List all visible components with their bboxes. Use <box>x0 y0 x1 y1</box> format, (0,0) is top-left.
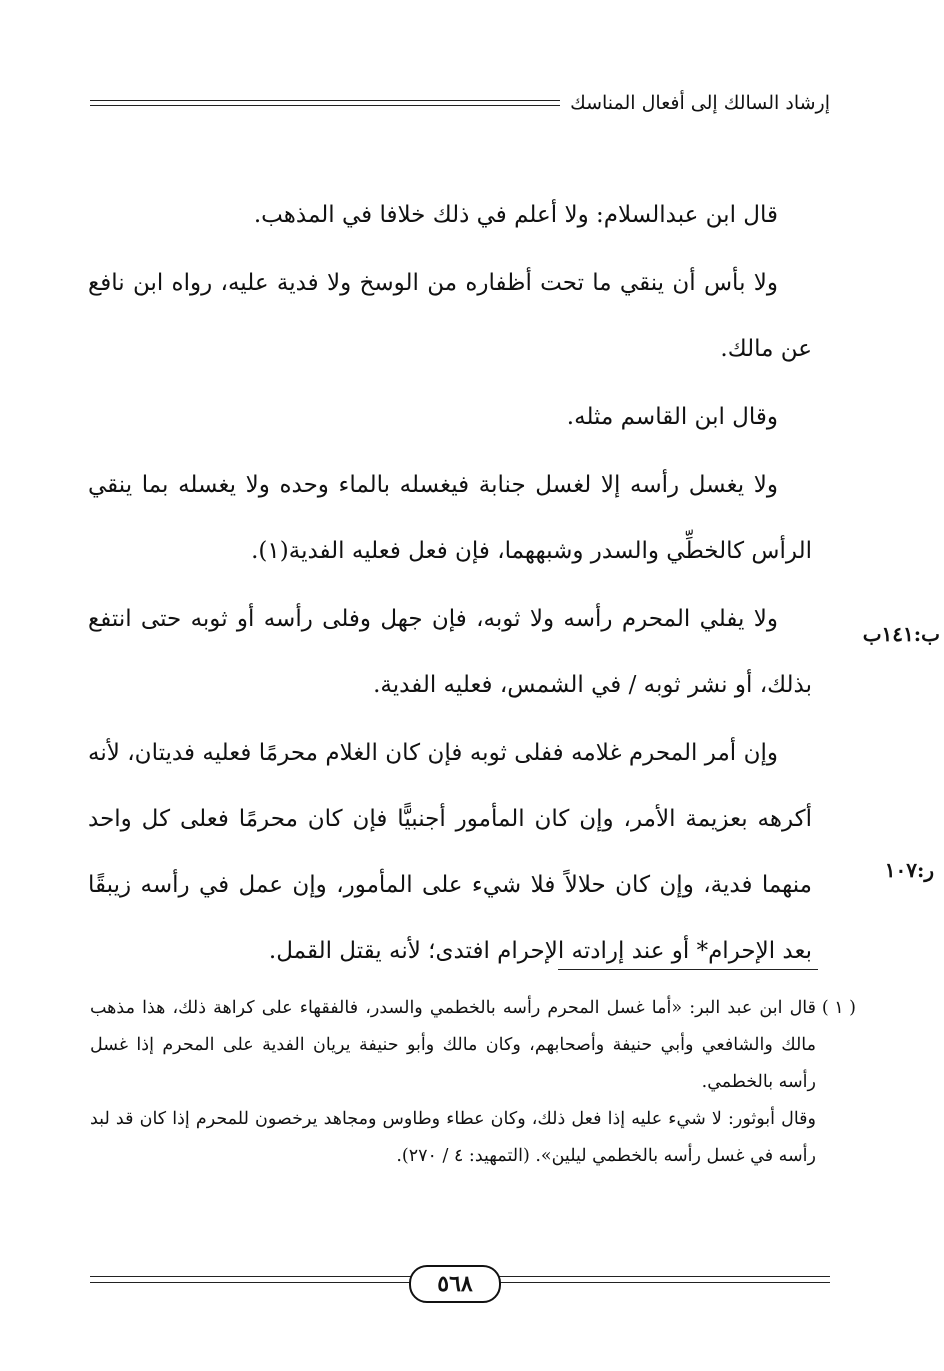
running-head <box>90 92 830 120</box>
footnote-number: ( ١ ) <box>821 998 856 1018</box>
manuscript-folio-note: ر:١٠٧ <box>884 858 934 882</box>
paragraph: ولا يفلي المحرم رأسه ولا ثوبه، فإن جهل وفلى رأسه أو ثوبه حتى انتفع بذلك، أو نشر ثوبه / في الشمس، فعليه الفدية. <box>88 606 812 698</box>
footnote-separator <box>558 969 818 970</box>
paragraph: ولا بأس أن ينقي ما تحت أظفاره من الوسخ ولا فدية عليه، رواه ابن نافع عن مالك. <box>88 270 812 362</box>
paragraph: وقال ابن القاسم مثله. <box>566 404 778 430</box>
running-head-title: إرشاد السالك إلى أفعال المناسك <box>570 92 830 114</box>
footer-rule <box>496 1282 830 1283</box>
footer-rule <box>90 1282 412 1283</box>
page-number: ٥٦٨ <box>409 1265 501 1303</box>
header-rule <box>90 100 560 101</box>
paragraph: وإن أمر المحرم غلامه ففلى ثوبه فإن كان الغلام محرمًا فعليه فديتان، لأنه أكرهه بعزيمة الأمر، وإن كان المأمور أجنبيًّا فإن كان محرمًا فعلى كل واحد منهما فدية، وإن كان حلالاً فلا شيء على المأمور، وإن عمل في رأسه زيبقًا بعد الإحرام* أو عند إرادته الإحرام افتدى؛ لأنه يقتل القمل. <box>88 740 813 964</box>
footer-rule <box>90 1276 412 1277</box>
footnote-paragraph: وقال أبوثور: لا شيء عليه إذا فعل ذلك، وكان عطاء وطاوس ومجاهد يرخصون للمحرم إذا كان قد لبد رأسه في غسل رأسه بالخطمي ليلين». (التمهيد: ٤ / ٢٧٠). <box>90 1109 816 1166</box>
page-footer <box>90 1265 830 1305</box>
footnotes <box>90 990 856 1175</box>
footnote-paragraph: قال ابن عبد البر: «أما غسل المحرم رأسه بالخطمي والسدر، فالفقهاء على كراهة ذلك، هذا مذهب مالك والشافعي وأبي حنيفة وأصحابهم، وكان مالك وأبو حنيفة يريان الفدية على المحرم إذا غسل رأسه بالخطمي. <box>90 998 816 1092</box>
main-text <box>88 182 812 986</box>
paragraph: ولا يغسل رأسه إلا لغسل جنابة فيغسله بالماء وحده ولا يغسله بما ينقي الرأس كالخطِّي والسدر وشبههما، فإن فعل فعليه الفدية(١). <box>88 472 812 564</box>
header-rule <box>90 105 560 106</box>
paragraph: قال ابن عبدالسلام: ولا أعلم في ذلك خلافا في المذهب. <box>253 202 778 228</box>
manuscript-folio-note: ب:١٤١ب <box>862 622 940 646</box>
footer-rule <box>496 1276 830 1277</box>
